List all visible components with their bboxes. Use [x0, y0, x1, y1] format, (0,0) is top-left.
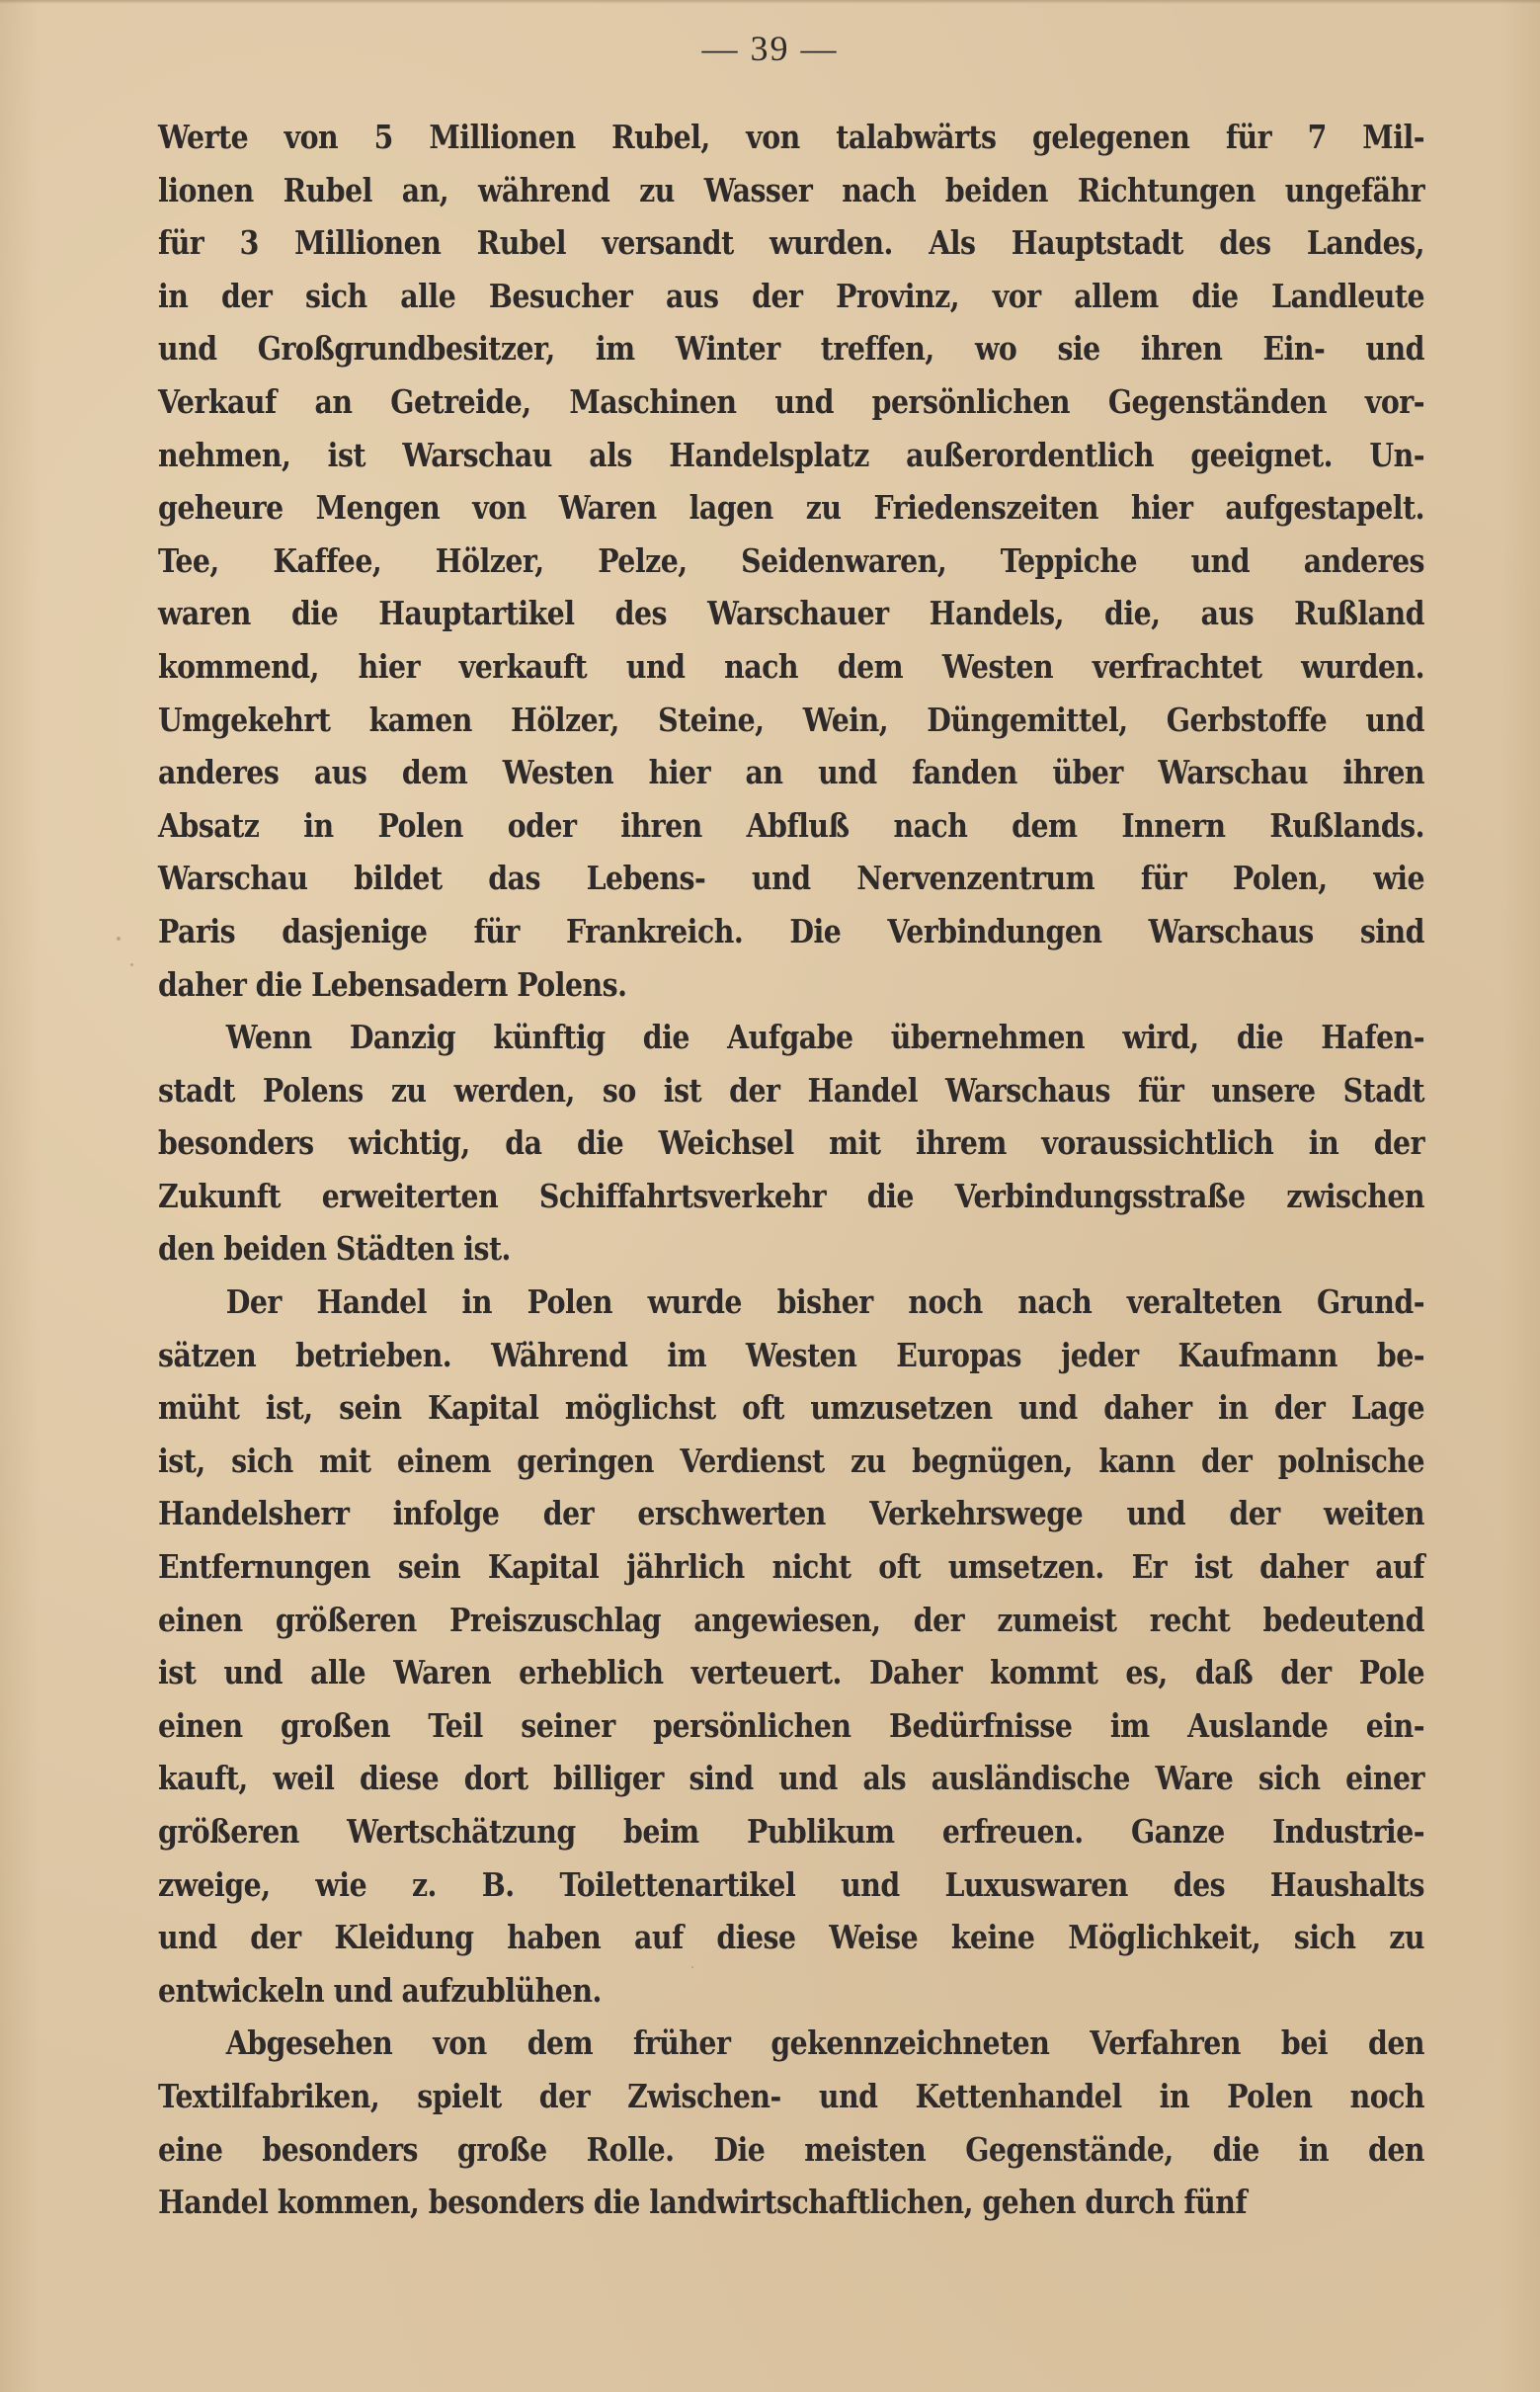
text-line: Textilfabriken, spielt der Zwischen- und Kettenhandel in Polen noch [158, 2076, 1425, 2115]
text-line: Tee, Kaffee, Hölzer, Pelze, Seidenwaren, Teppiche und anderes [158, 540, 1425, 580]
paragraph [158, 1276, 1424, 2017]
text-line: nehmen, ist Warschau als Handelsplatz außerordentlich geeignet. Un- [158, 435, 1425, 474]
text-line: Entfernungen sein Kapital jährlich nicht oft umsetzen. Er ist daher auf [158, 1547, 1425, 1587]
text-line: Handelsherr infolge der erschwerten Verkehrswege und der weiten [158, 1494, 1425, 1533]
text-line: Der Handel in Polen wurde bisher noch nach veralteten Grund- [225, 1282, 1425, 1322]
text-line: Handel kommen, besonders die landwirtschaftlichen, gehen durch fünf [158, 2183, 1248, 2222]
text-line: Wenn Danzig künftig die Aufgabe übernehmen wird, die Hafen- [225, 1018, 1425, 1057]
text-line: Warschau bildet das Lebens- und Nervenzentrum für Polen, wie [158, 859, 1425, 898]
text-line: einen großen Teil seiner persönlichen Bedürfnisse im Auslande ein- [158, 1705, 1425, 1745]
text-line: ist, sich mit einem geringen Verdienst zu begnügen, kann der polnische [158, 1441, 1425, 1480]
text-line: waren die Hauptartikel des Warschauer Handels, die, aus Rußland [158, 594, 1425, 633]
text-line: daher die Lebensadern Polens. [158, 964, 627, 1004]
text-line: ist und alle Waren erheblich verteuert. Daher kommt es, daß der Pole [158, 1653, 1425, 1692]
paper-speck [691, 1966, 693, 1968]
text-line: in der sich alle Besucher aus der Provinz, vor allem die Landleute [158, 276, 1425, 315]
text-line: Absatz in Polen oder ihren Abfluß nach dem Innern Rußlands. [158, 805, 1425, 845]
text-line: Abgesehen von dem früher gekennzeichneten Verfahren bei den [225, 2023, 1425, 2063]
page-top-edge [0, 0, 1540, 4]
text-line: zweige, wie z. B. Toilettenartikel und Luxuswaren des Haushalts [158, 1864, 1425, 1904]
text-line: lionen Rubel an, während zu Wasser nach beiden Richtungen ungefähr [158, 170, 1425, 209]
paragraph [158, 1011, 1424, 1276]
text-line: stadt Polens zu werden, so ist der Handel Warschaus für unsere Stadt [158, 1070, 1425, 1110]
text-line: Umgekehrt kamen Hölzer, Steine, Wein, Düngemittel, Gerbstoffe und [158, 700, 1425, 739]
text-line: kommend, hier verkauft und nach dem Westen verfrachtet wurden. [158, 646, 1425, 686]
text-line: und der Kleidung haben auf diese Weise keine Möglichkeit, sich zu [158, 1918, 1425, 1957]
text-line: entwickeln und aufzublühen. [158, 1970, 602, 2010]
text-line: größeren Wertschätzung beim Publikum erfreuen. Ganze Industrie- [158, 1812, 1425, 1851]
paragraph [158, 111, 1424, 1011]
text-line: einen größeren Preiszuschlag angewiesen, der zumeist recht bedeutend [158, 1600, 1425, 1639]
text-line: Paris dasjenige für Frankreich. Die Verbindungen Warschaus sind [158, 911, 1425, 950]
text-line: kauft, weil diese dort billiger sind und als ausländische Ware sich einer [158, 1759, 1425, 1798]
paper-speck [130, 963, 133, 966]
text-line: den beiden Städten ist. [158, 1229, 511, 1269]
paper-speck [117, 937, 121, 941]
page-number: — 39 — [701, 29, 839, 68]
text-line: Werte von 5 Millionen Rubel, von talabwärts gelegenen für 7 Mil- [158, 118, 1425, 156]
text-line: und Großgrundbesitzer, im Winter treffen, wo sie ihren Ein- und [158, 329, 1425, 369]
paragraph [158, 2017, 1424, 2228]
paper-speck [1414, 1512, 1417, 1515]
text-line: eine besonders große Rolle. Die meisten Gegenstände, die in den [158, 2129, 1425, 2169]
text-line: sätzen betrieben. Während im Westen Europas jeder Kaufmann be- [158, 1335, 1425, 1374]
body-text [158, 111, 1424, 2229]
text-line: Verkauf an Getreide, Maschinen und persönlichen Gegenständen vor- [158, 381, 1425, 421]
text-line: anderes aus dem Westen hier an und fanden über Warschau ihren [158, 753, 1425, 792]
text-line: für 3 Millionen Rubel versandt wurden. Als Hauptstadt des Landes, [158, 223, 1425, 263]
text-line: besonders wichtig, da die Weichsel mit ihrem voraussichtlich in der [158, 1123, 1425, 1163]
text-line: geheure Mengen von Waren lagen zu Friedenszeiten hier aufgestapelt. [158, 488, 1425, 528]
text-line: Zukunft erweiterten Schiffahrtsverkehr die Verbindungsstraße zwischen [158, 1176, 1425, 1215]
text-line: müht ist, sein Kapital möglichst oft umzusetzen und daher in der Lage [158, 1388, 1425, 1428]
